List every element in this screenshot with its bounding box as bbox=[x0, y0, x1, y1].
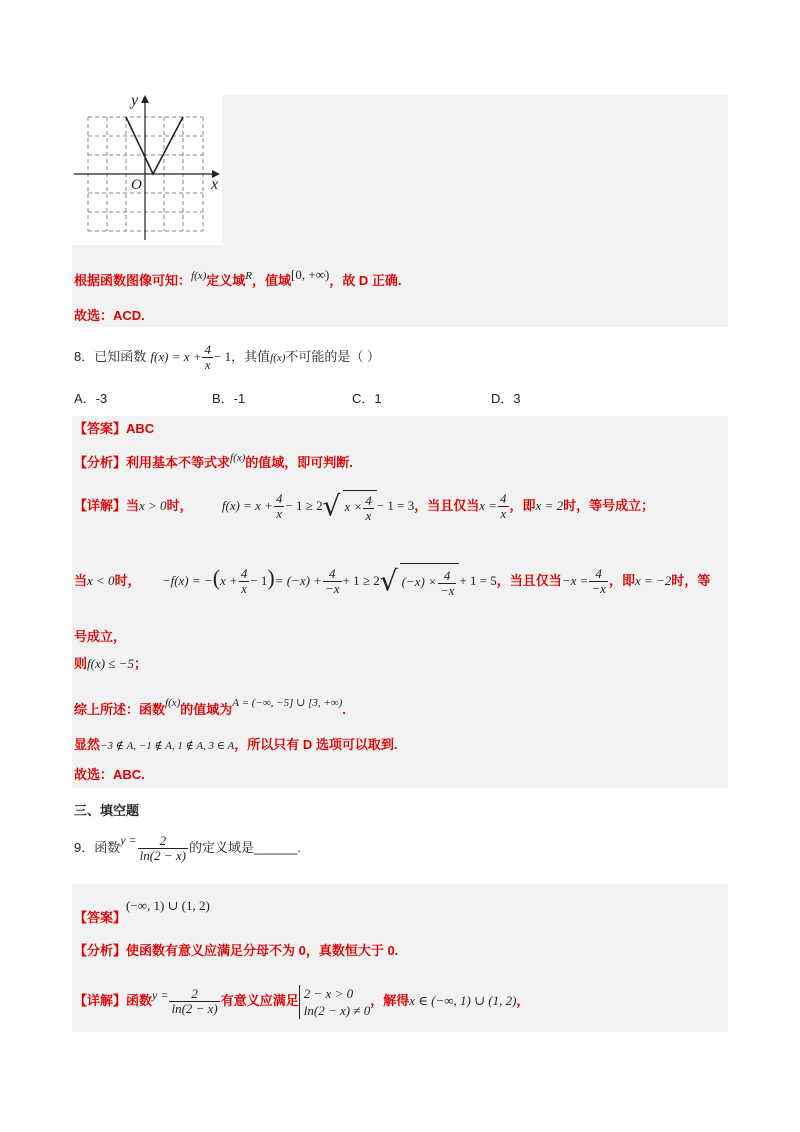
q7-choice: 故选：ACD. bbox=[74, 308, 145, 323]
q8-stem: 8．已知函数 f(x) = x + $\frac{4}{x}$ − 1，其值f(x)不可能的是（ ） bbox=[74, 342, 380, 372]
function-curve bbox=[126, 117, 183, 174]
q8-detail-line3: 则f(x) ≤ −5； bbox=[74, 656, 147, 671]
function-graph bbox=[72, 90, 232, 245]
q8-analysis: 【分析】利用基本不等式求$^{f(x)}$的值域，即可判断. bbox=[74, 452, 353, 470]
q7-conclusion: 根据函数图像可知：$^{f(x)}$定义域$^R$，值域[0, +∞)，故 D 正确. bbox=[74, 267, 402, 288]
q8-option-a: A．-3 bbox=[74, 391, 108, 406]
y-axis-label: y bbox=[131, 92, 139, 109]
q8-option-c: C．1 bbox=[352, 391, 382, 406]
y-axis-arrow bbox=[141, 95, 149, 103]
q8-summary: 综上所述：函数$^{f(x)}$的值域为$^{A = (-\infty, -5] \cup [3, +\infty)}$. bbox=[74, 697, 346, 717]
q8-option-b: B．-1 bbox=[212, 391, 246, 406]
q8-detail-line2-cont: 号成立， bbox=[74, 629, 127, 644]
q8-detail-line2: 当x < 0时， −f(x) = −(x + $\frac{4}{x}$ − 1)= (−x) + $\frac{4}{-x}$ + 1 ≥ 2√ (−x) × $\frac{4}{-x}$ + 1 = 5，当且仅当−x = $\frac{4}{-x}$ ，即x = −2时，等 bbox=[74, 560, 710, 600]
q8-detail-line1: 【详解】当x > 0时， f(x) = x + $\frac{4}{x}$ − 1 ≥ 2√ x × $\frac{4}{x}$ − 1 = 3，当且仅当x = $\frac{4}{x}$ ，即x = 2时，等号成立； bbox=[74, 489, 655, 523]
q9-stem: 9．函数y = $\frac{2}{\ln(2 - x)}$ 的定义域是______. bbox=[74, 833, 301, 863]
origin-label: O bbox=[131, 177, 142, 193]
section-heading-fill-blank: 三、填空题 bbox=[74, 803, 140, 818]
q8-choice: 故选：ABC. bbox=[74, 767, 145, 782]
q8-obvious: 显然−3 ∉ A, −1 ∉ A, 1 ∉ A, 3 ∈ A，所以只有 D 选项可以取到. bbox=[74, 737, 398, 752]
q9-analysis: 【分析】使函数有意义应满足分母不为 0，真数恒大于 0. bbox=[74, 943, 399, 958]
x-axis-label: x bbox=[211, 176, 219, 193]
q8-answer: 【答案】ABC bbox=[74, 421, 155, 436]
q9-answer: 【答案】(−∞, 1) ∪ (1, 2) bbox=[74, 898, 210, 925]
q9-detail: 【详解】函数y = $\frac{2}{\ln(2 - x)}$ 有意义应满足 2 − x > 0 ln(2 − x) ≠ 0 ，解得x ∈ (−∞, 1) ∪ (1, 2)， bbox=[74, 985, 530, 1018]
q8-option-d: D．3 bbox=[491, 391, 521, 406]
